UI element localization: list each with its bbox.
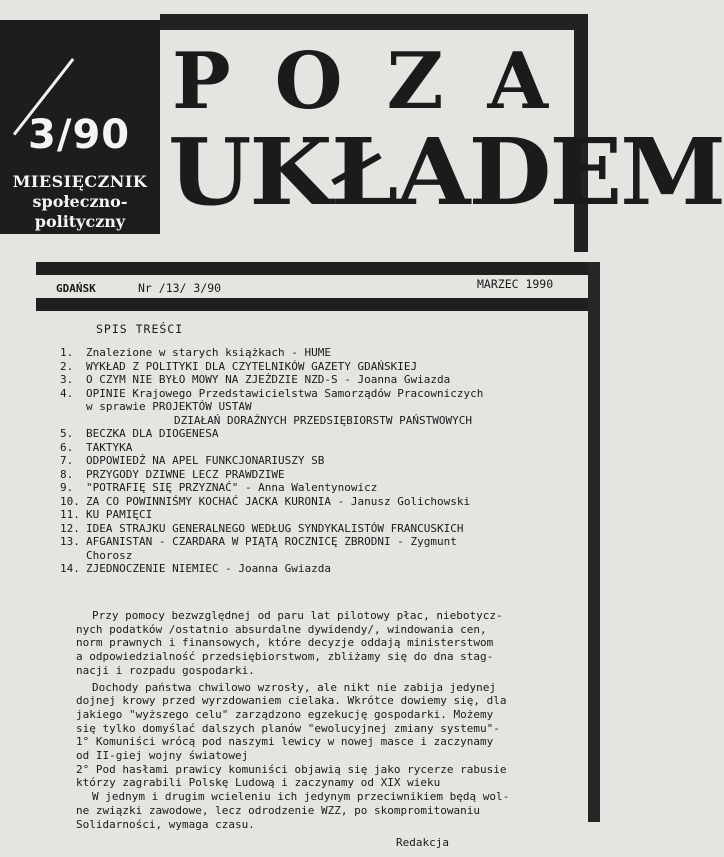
toc-item-number: 4. [60, 386, 74, 400]
toc-item-text: KU PAMIĘCI [86, 508, 153, 521]
toc-item-number: 13. [60, 535, 80, 548]
toc-item [60, 522, 600, 536]
toc-item-number: 3. [60, 373, 74, 386]
toc-item-number: 7. [60, 454, 74, 467]
editorial-line: Dochody państwa chwilowo wzrosły, ale nikt nie zabija jedynej [92, 680, 496, 694]
toc-item-text: ODPOWIEDŹ NA APEL FUNKCJONARIUSZY SB [86, 454, 325, 467]
toc-item [60, 441, 600, 455]
editorial-line: od II-giej wojny światowej [76, 749, 249, 763]
toc-item [60, 360, 600, 374]
toc-item-number: 1. [60, 346, 74, 359]
toc-item [60, 495, 600, 509]
toc-item [60, 562, 600, 576]
editorial-line: się tylko domyślać dalszych planów "ewolucyjnej zmiany systemu"- [76, 721, 500, 735]
editorial-line: którzy zagrabili Polskę Ludową i zaczynamy od XIX wieku [76, 776, 441, 790]
editorial-line: dojnej krowy przed wyrzdowaniem cielaka. Wkrótce dowiemy się, dla [76, 694, 507, 708]
table-of-contents [60, 346, 600, 576]
title-poza: POZA [172, 36, 593, 127]
toc-item-number: 10. [60, 494, 80, 508]
editorial-line: 1° Komuniści wrócą pod naszymi lewicy w nowej masce i zaczynamy [76, 735, 494, 749]
toc-item-number: 5. [60, 427, 74, 440]
subtitle-monthly: MIESIĘCZNIK [12, 172, 148, 191]
editorial-text [76, 609, 606, 831]
signature: Redakcja [396, 836, 449, 849]
toc-item [60, 387, 600, 428]
issue-badge [0, 20, 160, 234]
toc-item-number: 9. [60, 481, 74, 494]
toc-item-text: O CZYM NIE BYŁO MOWY NA ZJEŹDZIE NZD-S - Joanna Gwiazda [86, 373, 451, 386]
title-ukladem: UKŁADEM [168, 118, 724, 226]
editorial-line: W jednym i drugim wcieleniu ich jedynym przeciwnikiem będą wol- [92, 790, 510, 804]
subtitle-political: polityczny [34, 212, 126, 231]
toc-item-text: AFGANISTAN - CZARDARA W PIĄTĄ ROCZNICĘ ZBRODNI - Zygmunt [86, 535, 457, 548]
toc-item-text: BECZKA DLA DIOGENESA [86, 427, 219, 440]
editorial-line: Solidarności, wymaga czasu. [76, 817, 255, 831]
masthead-date: MARZEC 1990 [477, 277, 554, 291]
toc-item-text: Znalezione w starych książkach - HUME [86, 346, 332, 359]
header-rule-bottom [36, 298, 600, 311]
toc-item-text: OPINIE Krajowego Przedstawicielstwa Samorządów Pracowniczych [86, 386, 484, 400]
issue-number: 3/90 [28, 112, 131, 158]
toc-item [60, 481, 600, 495]
editorial-line: ne związki zawodowe, lecz odrodzenie WZZ, po skompromitowaniu [76, 803, 480, 817]
toc-item-text: ZA CO POWINNIŚMY KOCHAĆ JACKA KURONIA - Janusz Golichowski [86, 494, 471, 508]
subtitle-social: społeczno- [32, 192, 128, 211]
toc-item-continuation: w sprawie PROJEKTÓW USTAW [86, 400, 252, 413]
toc-item-number: 11. [60, 508, 80, 521]
toc-item [60, 535, 600, 562]
editorial-line: norm prawnych i finansowych, które decyzje oddają ministerstwom [76, 636, 494, 650]
toc-item-number: 14. [60, 562, 80, 575]
toc-item [60, 508, 600, 522]
toc-item-text: WYKŁAD Z POLITYKI DLA CZYTELNIKÓW GAZETY GDAŃSKIEJ [86, 359, 418, 373]
toc-item-number: 12. [60, 521, 80, 535]
toc-item [60, 454, 600, 468]
toc-item [60, 373, 600, 387]
editorial-line: 2° Pod hasłami prawicy komuniści objawią się jako rycerze rabusie [76, 762, 507, 776]
toc-item-text: PRZYGODY DZIWNE LECZ PRAWDZIWE [86, 467, 285, 481]
toc-item-continuation: DZIAŁAŃ DORAŹNYCH PRZEDSIĘBIORSTW PAŃSTWOWYCH [174, 413, 473, 427]
toc-item-text: TAKTYKA [86, 440, 133, 454]
editorial-line: Przy pomocy bezwzględnej od paru lat pilotowy płac, niebotycz- [92, 609, 503, 622]
toc-item-text: IDEA STRAJKU GENERALNEGO WEDŁUG SYNDYKALISTÓW FRANCUSKICH [86, 521, 464, 535]
toc-item [60, 468, 600, 482]
editorial-line: jakiego "wyższego celu" zarządzono egzekucję gospodarki. Możemy [76, 707, 494, 721]
toc-item-text: "POTRAFIĘ SIĘ PRZYZNAĆ" - Anna Walentynowicz [86, 481, 378, 494]
masthead-issue-ref: Nr /13/ 3/90 [138, 281, 222, 295]
toc-item-text: ZJEDNOCZENIE NIEMIEC - Joanna Gwiazda [86, 562, 332, 575]
toc-item [60, 427, 600, 441]
toc-item-continuation: Chorosz [86, 548, 133, 562]
header-rule-top [36, 262, 600, 275]
toc-item-number: 2. [60, 359, 74, 373]
toc-item-number: 6. [60, 440, 74, 454]
toc-heading: SPIS TREŚCI [96, 322, 184, 336]
toc-item-number: 8. [60, 467, 74, 481]
toc-item [60, 346, 600, 360]
editorial-line: nych podatków /ostatnio absurdalne dywidendy/, windowania cen, [76, 622, 487, 636]
editorial-line: nacji i rozpadu gospodarki. [76, 663, 255, 677]
masthead-city: GDAŃSK [56, 282, 96, 295]
editorial-line: a odpowiedzialność przedsiębiorstwom, zbliżamy się do dna stag- [76, 650, 494, 664]
